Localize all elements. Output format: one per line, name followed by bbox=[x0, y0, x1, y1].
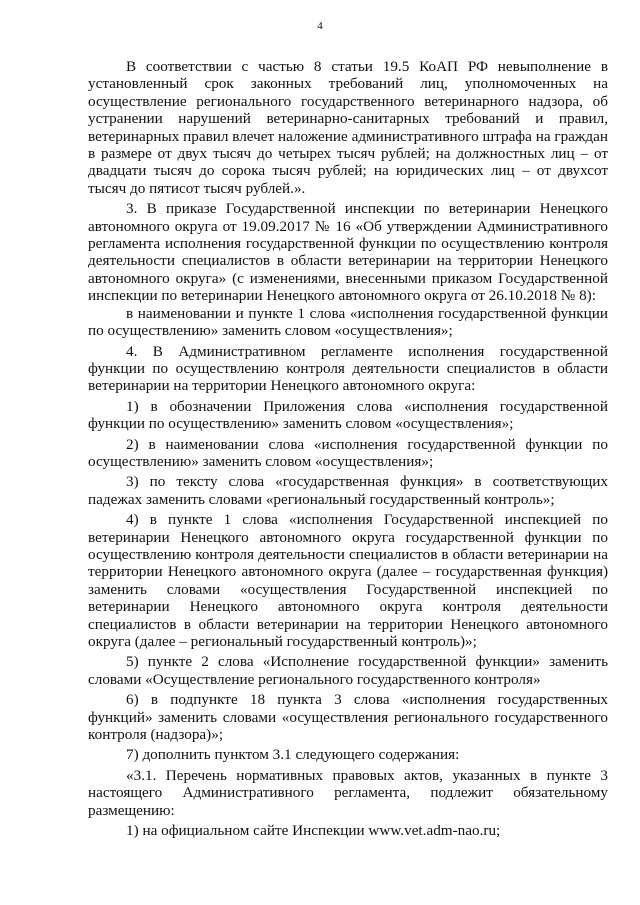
paragraph-point-3-1-item-1: 1) на официальном сайте Инспекции www.vet.adm-nao.ru; bbox=[126, 822, 501, 840]
paragraph-subitem-6: 6) в подпункте 18 пункта 3 слова «исполнения государственных функций» заменить словами «осуществления регионального государственного контроля (надзора)»; bbox=[88, 691, 608, 744]
paragraph-subitem-7: 7) дополнить пунктом 3.1 следующего содержания: bbox=[126, 746, 460, 764]
paragraph-subitem-3: 3) по тексту слова «государственная функция» в соответствующих падежах заменить словами «региональный государственный контроль»; bbox=[88, 473, 608, 508]
paragraph-point-3-1: «3.1. Перечень нормативных правовых актов, указанных в пункте 3 настоящего Административного регламента, подлежит обязательному размещению: bbox=[88, 766, 608, 819]
paragraph-subitem-1: 1) в обозначении Приложения слова «исполнения государственной функции по осуществлению» заменить словом «осуществления»; bbox=[88, 397, 608, 433]
paragraph-item-3-name: в наименовании и пункте 1 слова «исполнения государственной функции по осуществлению» заменить словом «осуществления»; bbox=[88, 304, 608, 340]
paragraph-item-4: 4. В Административном регламенте исполнения государственной функции по осуществлению контроля деятельности специалистов в области ветеринарии на территории Ненецкого автономного округа: bbox=[88, 342, 608, 395]
paragraph-subitem-5: 5) пункте 2 слова «Исполнение государственной функции» заменить словами «Осуществление регионального государственного контроля» bbox=[88, 653, 608, 688]
page-number: 4 bbox=[317, 20, 323, 32]
paragraph-koap-fine: В соответствии с частью 8 статьи 19.5 КоАП РФ невыполнение в установленный срок законных требований лиц, уполномоченных на осуществление регионального государственного ветеринарного надзора, об устранении нарушений ветеринарно-санитарных требований и правил, ветеринарных правил влечет наложение административного штрафа на граждан в размере от двух тысяч до четырех тысяч рублей; на должностных лиц – от двадцати тысяч до сорока тысяч рублей; на юридических лиц – от двухсот тысяч до пятисот тысяч рублей.». bbox=[88, 58, 609, 197]
paragraph-item-3: 3. В приказе Государственной инспекции по ветеринарии Ненецкого автономного округа от 19.09.2017 № 16 «Об утверждении Административного регламента исполнения государственной функции по осуществлению контроля деятельности специалистов в области ветеринарии на территории Ненецкого автономного округа» (с изменениями, внесенными приказом Государственной инспекции по ветеринарии Ненецкого автономного округа от 26.10.2018 № 8): bbox=[88, 200, 608, 305]
paragraph-subitem-4: 4) в пункте 1 слова «исполнения Государственной инспекцией по ветеринарии Ненецкого автономного округа государственной функции по осуществлению контроля деятельности специалистов в области ветеринарии на территории Ненецкого автономного округа (далее – государственная функция) заменить словами «осуществления Государственной инспекцией по ветеринарии Ненецкого автономного округа контроля деятельности специалистов в области ветеринарии на территории Ненецкого автономного округа (далее – региональный государственный контроль)»; bbox=[88, 511, 608, 650]
document-body bbox=[88, 58, 608, 839]
paragraph-subitem-2: 2) в наименовании слова «исполнения государственной функции по осуществлению» заменить словом «осуществления»; bbox=[88, 435, 608, 470]
